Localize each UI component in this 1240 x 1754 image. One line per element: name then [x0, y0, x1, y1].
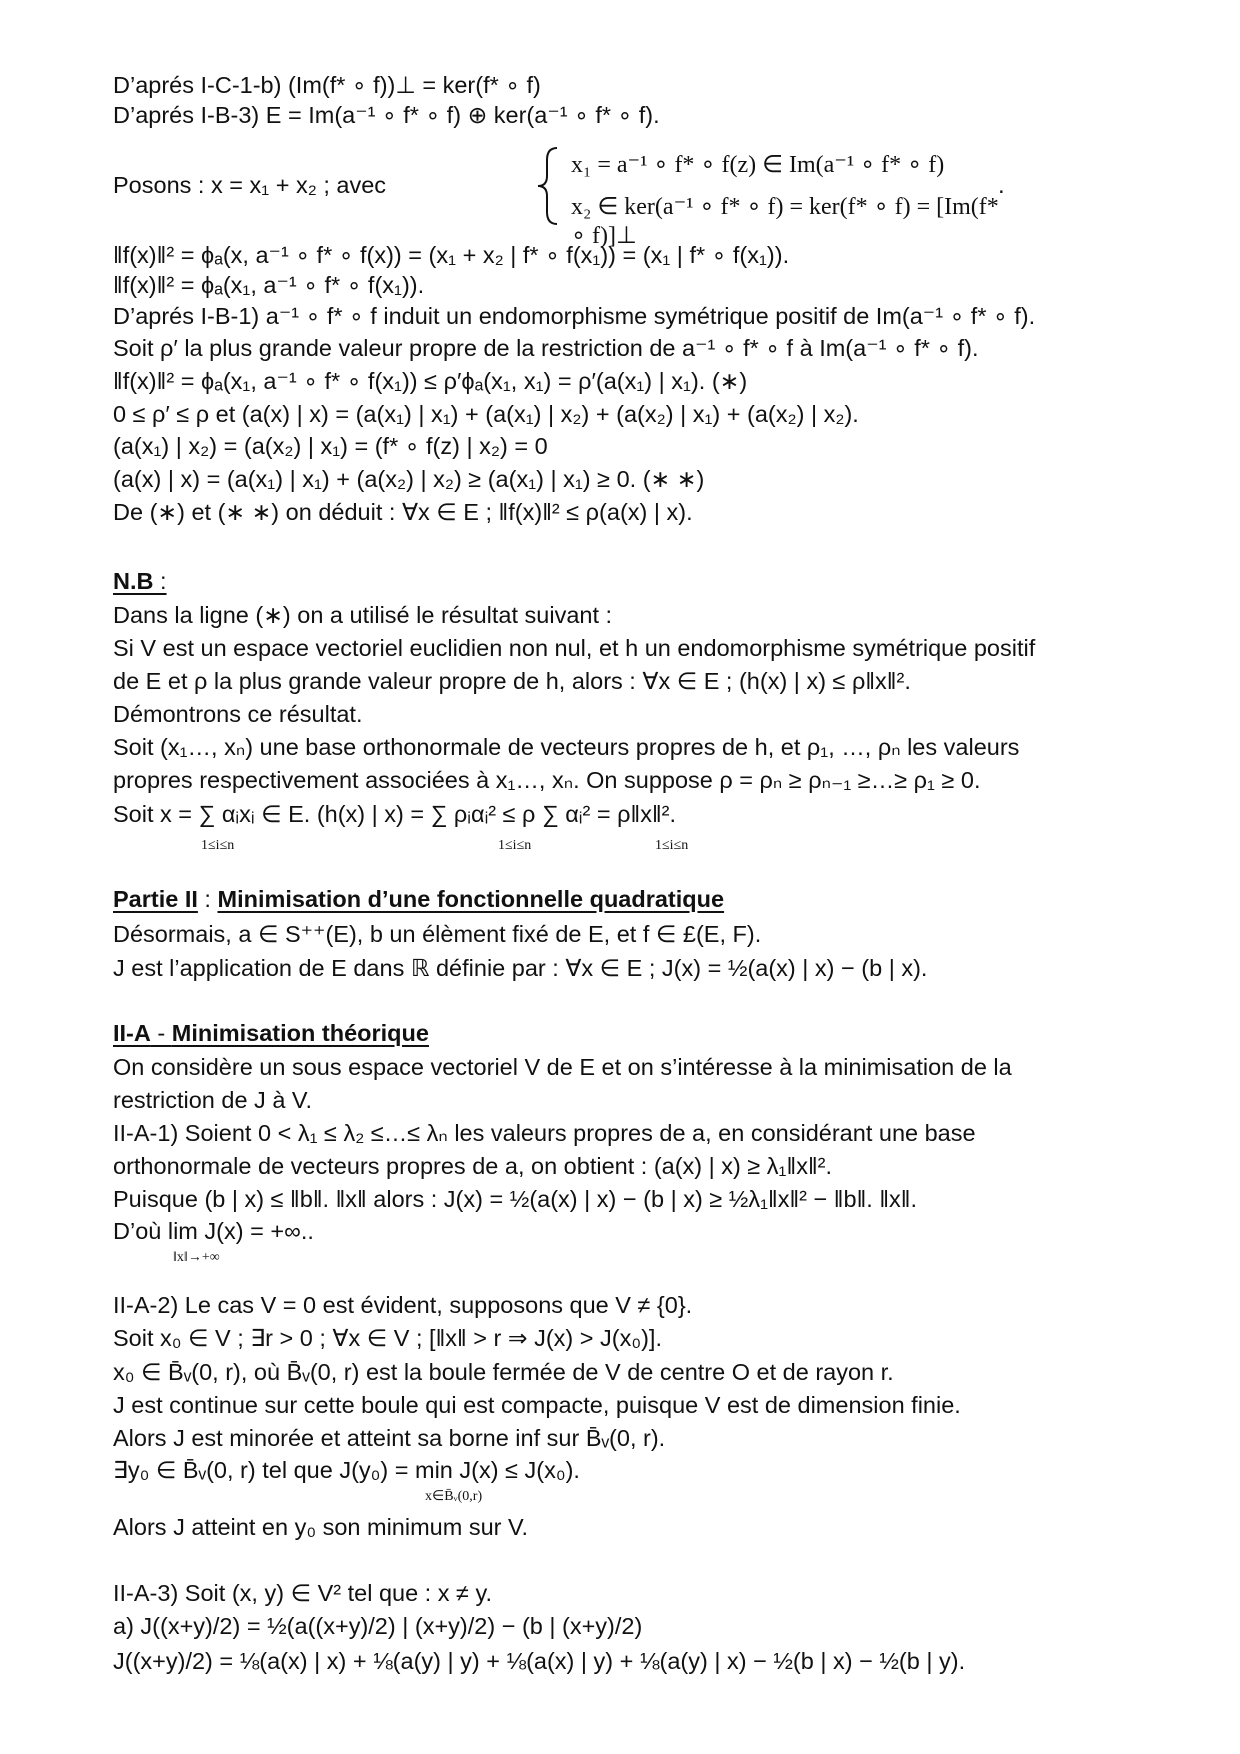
limit-subscript: ‖x‖→+∞	[173, 1250, 220, 1265]
section-heading-ii-a	[113, 1018, 429, 1048]
section-separator: :	[197, 886, 218, 912]
text-line: Alors J est minorée et atteint sa borne inf sur B̄ᵥ(0, r).	[113, 1425, 666, 1451]
text-line: Puisque (b | x) ≤ ‖b‖. ‖x‖ alors : J(x) = ½(a(x) | x) − (b | x) ≥ ½λ₁‖x‖² − ‖b‖. ‖x‖.	[113, 1186, 918, 1212]
section-label: Partie II	[113, 886, 198, 912]
text-line: Soit (x₁…, xₙ) une base orthonormale de vecteurs propres de h, et ρ₁, …, ρₙ les valeurs	[113, 734, 1020, 760]
text-line: propres respectivement associées à x₁…, xₙ. On suppose ρ = ρₙ ≥ ρₙ₋₁ ≥…≥ ρ₁ ≥ 0.	[113, 767, 981, 793]
nb-heading	[113, 566, 167, 596]
text-line: Alors J atteint en y₀ son minimum sur V.	[113, 1514, 529, 1540]
text-line: orthonormale de vecteurs propres de a, on obtient : (a(x) | x) ≥ λ₁‖x‖².	[113, 1153, 833, 1179]
text-line: Désormais, a ∈ S⁺⁺(E), b un élèment fixé de E, et f ∈ £(E, F).	[113, 921, 762, 947]
text-line: (a(x₁) | x₂) = (a(x₂) | x₁) = (f* ∘ f(z) | x₂) = 0	[113, 433, 548, 459]
min-formula	[113, 1456, 813, 1506]
text-line: (a(x) | x) = (a(x₁) | x₁) + (a(x₂) | x₂) ≥ (a(x₁) | x₁) ≥ 0. (∗ ∗)	[113, 466, 705, 492]
text-line: restriction de J à V.	[113, 1087, 312, 1113]
text-line: ‖f(x)‖² = ϕₐ(x, a⁻¹ ∘ f* ∘ f(x)) = (x₁ + x₂ | f* ∘ f(x₁)) = (x₁ | f* ∘ f(x₁)).	[113, 242, 790, 268]
text-line: de E et ρ la plus grande valeur propre de h, alors : ∀x ∈ E ; (h(x) | x) ≤ ρ‖x‖².	[113, 668, 911, 694]
text-line: II-A-1) Soient 0 < λ₁ ≤ λ₂ ≤…≤ λₙ les valeurs propres de a, en considérant une base	[113, 1120, 976, 1146]
text-line: J est continue sur cette boule qui est compacte, puisque V est de dimension finie.	[113, 1392, 961, 1418]
case-line: x₁ = a⁻¹ ∘ f* ∘ f(z) ∈ Im(a⁻¹ ∘ f* ∘ f)	[571, 152, 945, 178]
section-title: Minimisation théorique	[171, 1020, 429, 1046]
section-title: Minimisation d’une fonctionnelle quadratique	[217, 886, 725, 912]
text-line: Si V est un espace vectoriel euclidien non nul, et h un endomorphisme symétrique positif	[113, 635, 1036, 661]
text-line: Dans la ligne (∗) on a utilisé le résultat suivant :	[113, 602, 613, 628]
limit-text: D’où lim J(x) = +∞..	[113, 1218, 314, 1244]
sum-index: 1≤i≤n	[655, 838, 689, 853]
sum-index: 1≤i≤n	[201, 838, 235, 853]
text-line: De (∗) et (∗ ∗) on déduit : ∀x ∈ E ; ‖f(x)‖² ≤ ρ(a(x) | x).	[113, 499, 693, 525]
text-line: ‖f(x)‖² = ϕₐ(x₁, a⁻¹ ∘ f* ∘ f(x₁)) ≤ ρ′ϕₐ(x₁, x₁) = ρ′(a(x₁) | x₁). (∗)	[113, 368, 748, 394]
text-line: II-A-3) Soit (x, y) ∈ V² tel que : x ≠ y.	[113, 1580, 492, 1606]
min-subscript: x∈B̄ᵥ(0,r)	[425, 1489, 483, 1504]
case-line: x₂ ∈ ker(a⁻¹ ∘ f* ∘ f) = ker(f* ∘ f) = [Im(f* ∘ f)]⊥	[571, 194, 999, 249]
section-heading-partie-ii	[113, 884, 724, 914]
limit-formula	[113, 1216, 513, 1266]
text-line: a) J((x+y)/2) = ½(a((x+y)/2) | (x+y)/2) − (b | (x+y)/2)	[113, 1613, 643, 1639]
text-line: 0 ≤ ρ′ ≤ ρ et (a(x) | x) = (a(x₁) | x₁) + (a(x₁) | x₂) + (a(x₂) | x₁) + (a(x₂) | x₂).	[113, 401, 859, 427]
text-line: x₀ ∈ B̄ᵥ(0, r), où B̄ᵥ(0, r) est la boule fermée de V de centre O et de rayon r.	[113, 1359, 894, 1385]
text-line: J est l’application de E dans ℝ définie par : ∀x ∈ E ; J(x) = ½(a(x) | x) − (b | x).	[113, 955, 928, 981]
text-line: D’aprés I-B-3) E = Im(a⁻¹ ∘ f* ∘ f) ⊕ ker(a⁻¹ ∘ f* ∘ f).	[113, 102, 660, 128]
section-separator: -	[150, 1020, 172, 1046]
text-line: J((x+y)/2) = ⅛(a(x) | x) + ⅛(a(y) | y) + ⅛(a(x) | y) + ⅛(a(y) | x) − ½(b | x) − ½(b | y).	[113, 1648, 966, 1674]
text-line: On considère un sous espace vectoriel V de E et on s’intéresse à la minimisation de la	[113, 1054, 1012, 1080]
posons-label: Posons : x = x₁ + x₂ ; avec	[113, 172, 387, 198]
sum-text: Soit x = ∑ αᵢxᵢ ∈ E. (h(x) | x) = ∑ ρᵢαᵢ² ≤ ρ ∑ αᵢ² = ρ‖x‖².	[113, 801, 677, 827]
min-text: ∃y₀ ∈ B̄ᵥ(0, r) tel que J(y₀) = min J(x) ≤ J(x₀).	[113, 1457, 580, 1483]
sum-formula	[113, 792, 1113, 852]
text-line: D’aprés I-C-1-b) (Im(f* ∘ f))⊥ = ker(f* ∘ f)	[113, 72, 541, 98]
nb-title: N.B	[113, 568, 154, 594]
sum-index: 1≤i≤n	[498, 838, 532, 853]
cases-definition	[113, 144, 1013, 249]
text-line: II-A-2) Le cas V = 0 est évident, supposons que V ≠ {0}.	[113, 1292, 693, 1318]
period: .	[998, 172, 1005, 199]
text-line: D’aprés I-B-1) a⁻¹ ∘ f* ∘ f induit un endomorphisme symétrique positif de Im(a⁻¹ ∘ f* ∘ f).	[113, 303, 1036, 329]
section-label: II-A	[113, 1020, 151, 1046]
text-line: Soit x₀ ∈ V ; ∃r > 0 ; ∀x ∈ V ; [‖x‖ > r ⇒ J(x) > J(x₀)].	[113, 1325, 662, 1351]
text-line: ‖f(x)‖² = ϕₐ(x₁, a⁻¹ ∘ f* ∘ f(x₁)).	[113, 272, 425, 298]
text-line: Soit ρ′ la plus grande valeur propre de la restriction de a⁻¹ ∘ f* ∘ f à Im(a⁻¹ ∘ f* ∘ f).	[113, 335, 979, 361]
left-brace-icon	[535, 146, 561, 226]
nb-colon: :	[153, 568, 167, 594]
text-line: Démontrons ce résultat.	[113, 701, 363, 727]
